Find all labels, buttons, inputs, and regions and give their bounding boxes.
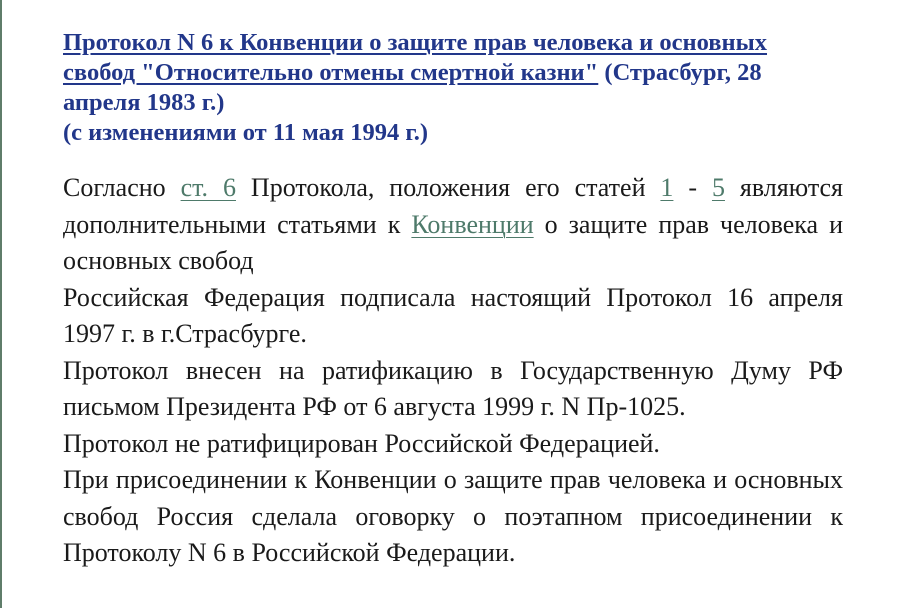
text-fragment: Протокола, положения его статей — [235, 173, 661, 202]
document-text — [63, 170, 843, 572]
title-amendments: (с изменениями от 11 мая 1994 г.) — [63, 119, 429, 146]
link-article-5[interactable]: 5 — [711, 173, 725, 202]
link-article-1[interactable]: 1 — [660, 173, 674, 202]
paragraph-signed: Российская Федерация подписала настоящий Протокол 16 апреля 1997 г. в г.Страсбурге. — [63, 282, 843, 348]
text-fragment: Согласно — [63, 173, 181, 202]
left-border-rule — [0, 0, 2, 608]
protocol-title-link[interactable]: Протокол N 6 к Конвенции о защите прав человека и основных свобод "Относительно отмены смертной казни" — [63, 29, 768, 86]
text-fragment: - — [673, 173, 712, 202]
paragraph-ratification-submitted: Протокол внесен на ратификацию в Государственную Думу РФ письмом Президента РФ от 6 августа 1999 г. N Пр-1025. — [63, 355, 843, 421]
link-article-6[interactable]: ст. 6 — [180, 173, 236, 202]
paragraph-reservation: При присоединении к Конвенции о защите прав человека и основных свобод Россия сделала оговорку о поэтапном присоединении к Протоколу N 6 в Российской Федерации. — [63, 465, 843, 567]
title-place-date: (Страсбург, 28 апреля 1983 г.) — [63, 59, 762, 116]
text-fragment: являются дополнительными статьями к — [63, 173, 843, 239]
document-body — [63, 28, 843, 572]
document-title — [63, 28, 843, 148]
paragraph-note-articles — [63, 170, 843, 280]
paragraph-not-ratified: Протокол не ратифицирован Российской Федерацией. — [63, 428, 660, 458]
text-fragment: о защите прав человека и основных свобод — [63, 209, 844, 275]
link-convention[interactable]: Конвенции — [411, 209, 534, 239]
